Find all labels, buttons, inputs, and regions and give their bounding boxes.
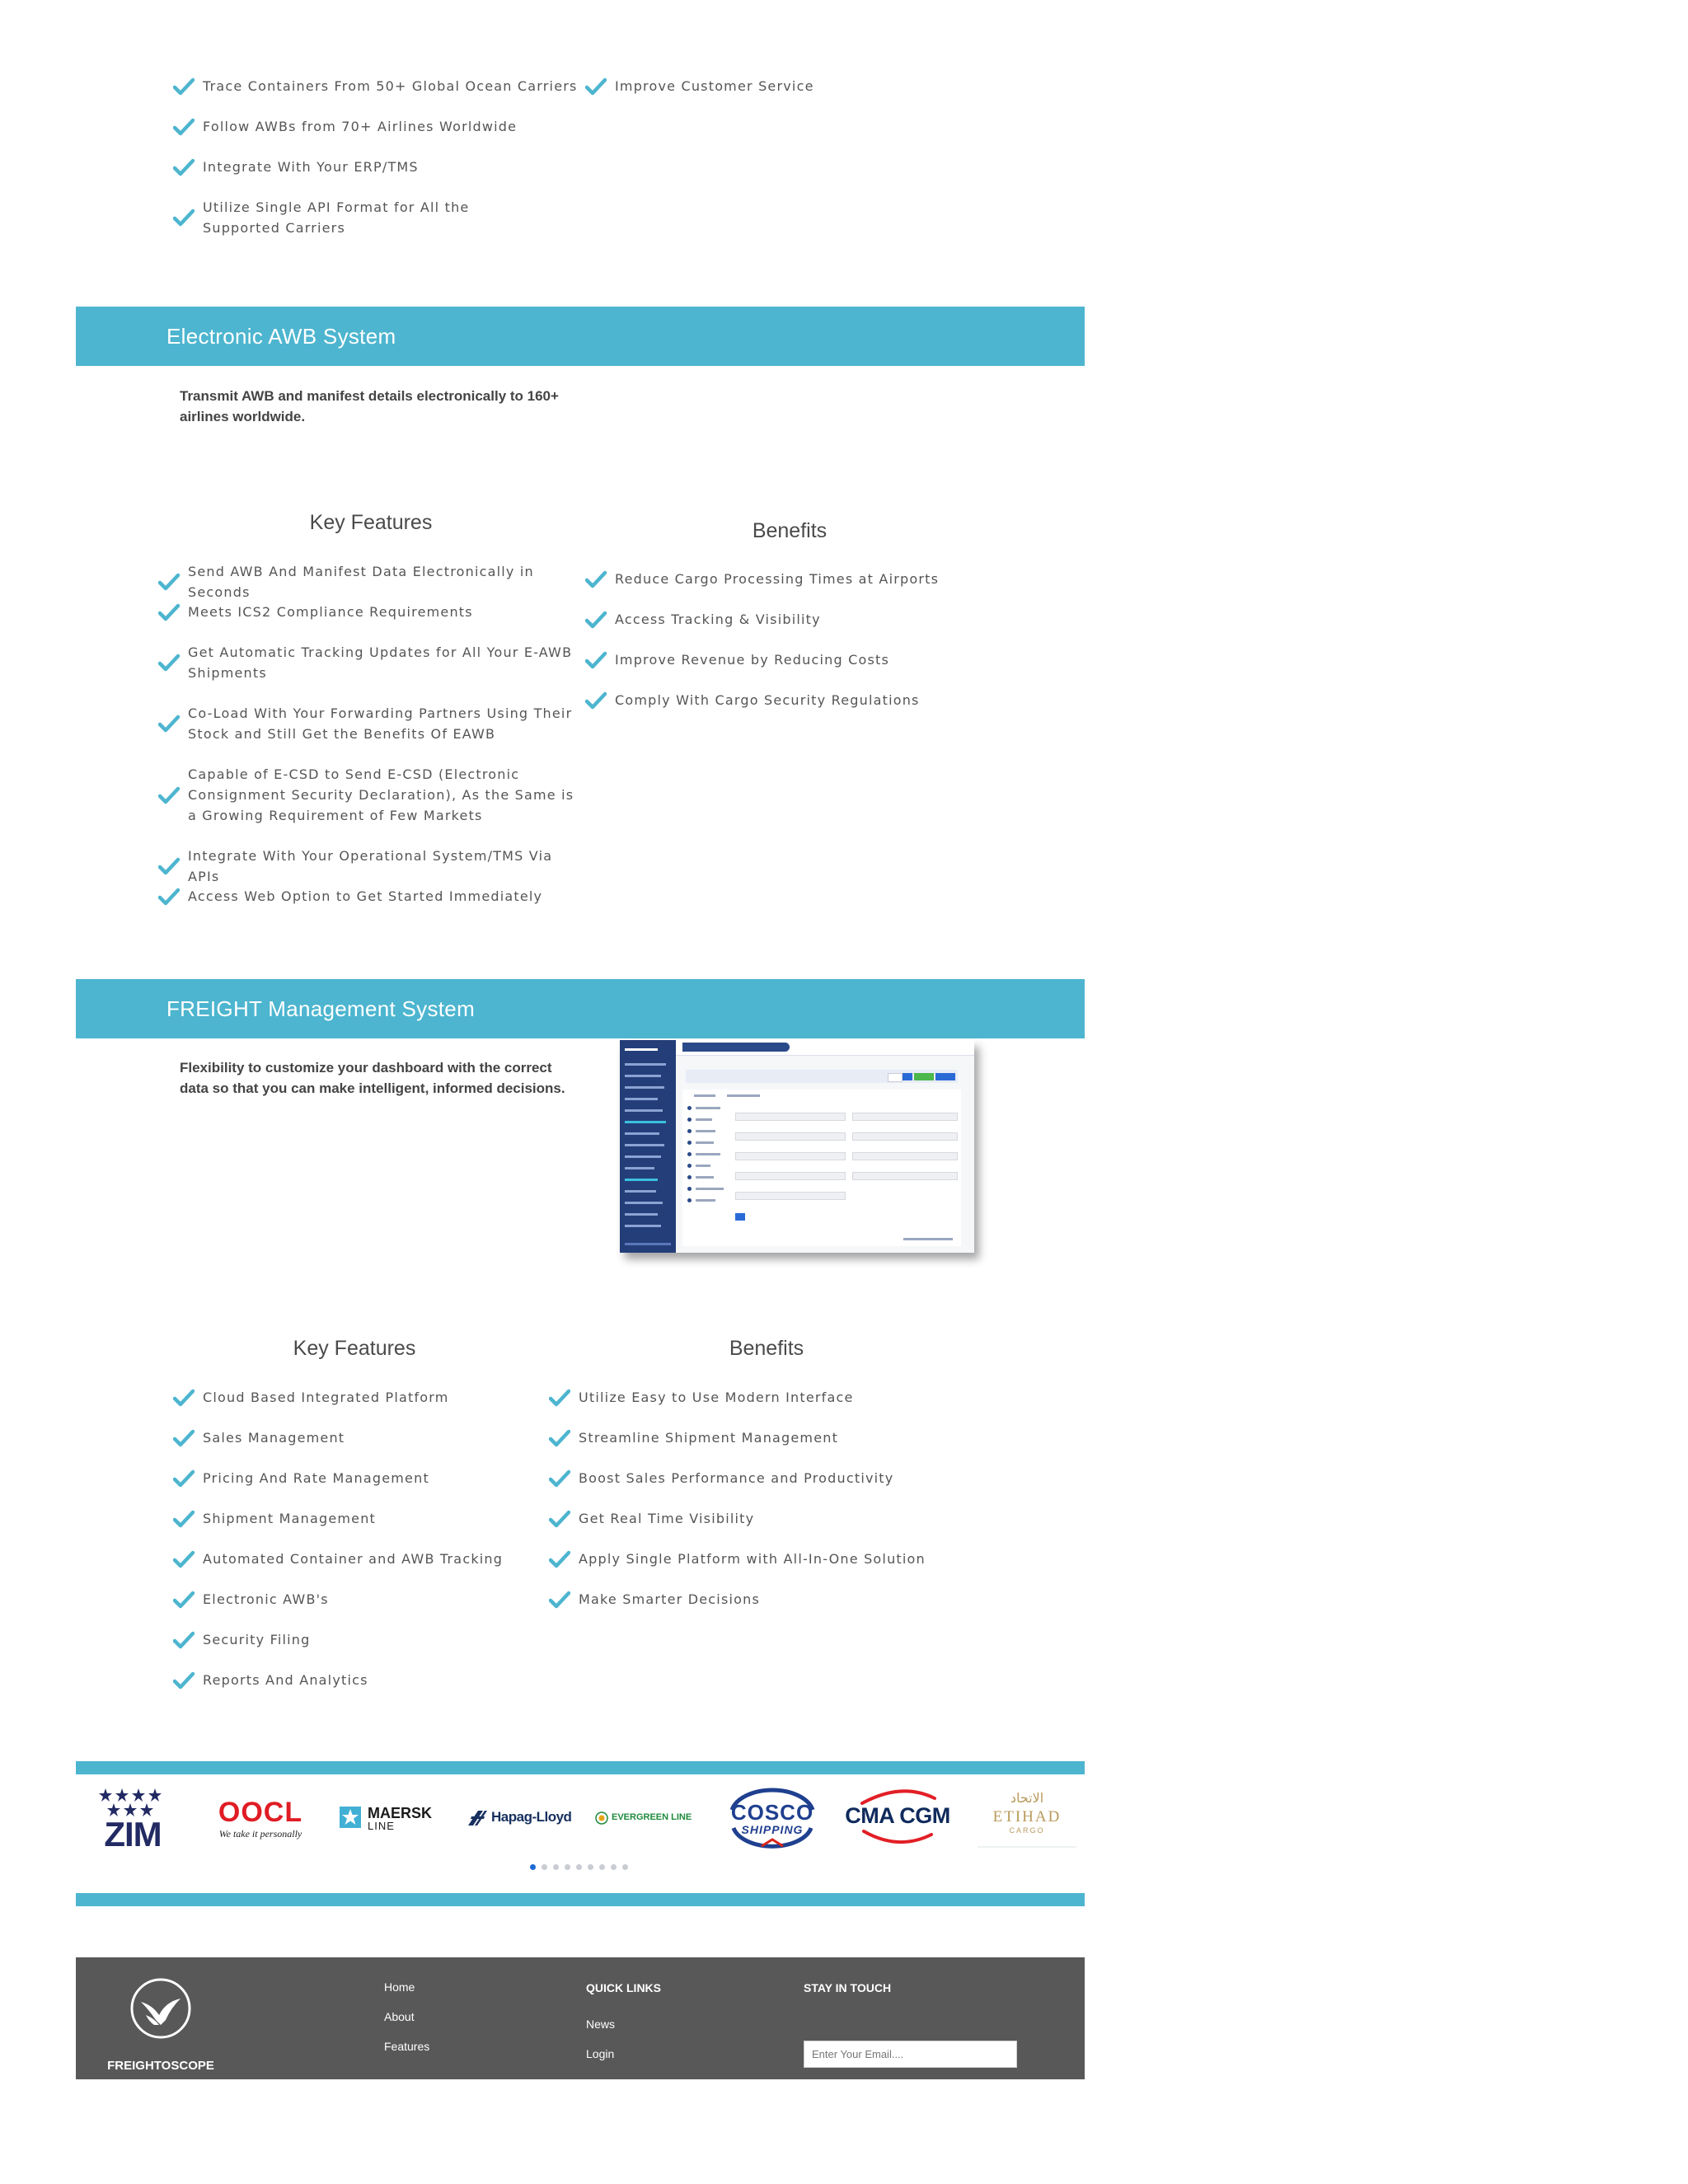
list-item — [549, 1387, 854, 1408]
check-icon — [585, 77, 607, 96]
etihad-cargo-logo[interactable] — [978, 1790, 1076, 1848]
list-item-text: Get Real Time Visibility — [579, 1511, 755, 1526]
oocl-tagline: We take it personally — [218, 1828, 302, 1840]
check-icon — [158, 603, 180, 621]
list-item-text: Get Automatic Tracking Updates for All Your E-AWB Shipments — [188, 644, 573, 681]
list-item-text: Shipment Management — [203, 1511, 377, 1526]
list-item-text: Access Tracking & Visibility — [615, 612, 821, 627]
maersk-line: LINE — [368, 1820, 395, 1832]
list-item — [173, 157, 419, 177]
carousel-pagination — [530, 1864, 628, 1870]
check-icon — [173, 118, 195, 136]
evergreen-logo[interactable] — [595, 1810, 697, 1826]
check-icon — [173, 1550, 195, 1568]
hapag-lloyd-emblem-icon — [467, 1809, 488, 1827]
carousel-dot[interactable] — [565, 1864, 570, 1870]
list-item — [173, 1468, 429, 1488]
cosco-shipping: SHIPPING — [741, 1823, 804, 1836]
list-item — [549, 1589, 760, 1610]
footer-brand: FREIGHTOSCOPE — [107, 2059, 214, 2073]
list-item-text: Utilize Easy to Use Modern Interface — [579, 1390, 854, 1405]
list-item-text: Improve Revenue by Reducing Costs — [615, 652, 890, 668]
check-icon — [585, 651, 607, 669]
carousel-dot[interactable] — [530, 1864, 536, 1870]
check-icon — [158, 715, 180, 733]
carousel-dot[interactable] — [611, 1864, 617, 1870]
etihad-arabic: الاتحاد — [1010, 1790, 1044, 1806]
etihad-cargo: CARGO — [1009, 1826, 1045, 1835]
list-item-text: Capable of E-CSD to Send E-CSD (Electronic Consignment Security Declaration), As the Same is a Growing Requirement of Few Markets — [188, 766, 574, 823]
list-item-text: Co-Load With Your Forwarding Partners Using Their Stock and Still Get the Benefits Of EAWB — [188, 705, 573, 742]
check-icon — [173, 1631, 195, 1649]
check-icon — [173, 1469, 195, 1488]
check-icon — [173, 77, 195, 96]
list-item — [158, 642, 575, 683]
list-item-text: Improve Customer Service — [615, 78, 814, 94]
maersk-logo[interactable] — [340, 1803, 442, 1833]
list-item — [173, 1670, 368, 1690]
awb-features-title: Key Features — [309, 511, 433, 534]
list-item-text: Sales Management — [203, 1430, 345, 1446]
check-icon — [173, 1429, 195, 1447]
awb-benefits-title: Benefits — [752, 519, 828, 542]
footer-link-home[interactable]: Home — [384, 1980, 415, 1994]
list-item-text: Trace Containers From 50+ Global Ocean Carriers — [203, 78, 578, 94]
screenshot-sidebar — [620, 1040, 676, 1253]
carousel-top-bar — [76, 1761, 1085, 1774]
list-item-text: Electronic AWB's — [203, 1591, 329, 1607]
list-item — [549, 1427, 838, 1448]
list-item-text: Integrate With Your ERP/TMS — [203, 159, 419, 175]
carousel-bottom-bar — [76, 1893, 1085, 1906]
check-icon — [173, 1591, 195, 1609]
list-item — [158, 703, 575, 744]
list-item-text: Access Web Option to Get Started Immediately — [188, 888, 543, 904]
list-item-text: Utilize Single API Format for All the Supported Carriers — [203, 199, 470, 236]
list-item — [585, 76, 814, 96]
list-item-text: Boost Sales Performance and Productivity — [579, 1470, 894, 1486]
carousel-dot[interactable] — [553, 1864, 559, 1870]
list-item — [173, 1387, 449, 1408]
check-icon — [549, 1429, 570, 1447]
awb-title: Electronic AWB System — [166, 324, 396, 349]
evergreen-emblem-icon — [595, 1811, 608, 1825]
check-icon — [549, 1550, 570, 1568]
awb-intro: Transmit AWB and manifest details electronically to 160+ airlines worldwide. — [180, 388, 559, 424]
check-icon — [585, 691, 607, 710]
list-item-text: Send AWB And Manifest Data Electronically in Seconds — [188, 564, 534, 600]
footer-link-login[interactable]: Login — [586, 2047, 615, 2060]
hapag-lloyd-wordmark: Hapag-Lloyd — [491, 1809, 572, 1825]
list-item-text: Reduce Cargo Processing Times at Airports — [615, 571, 940, 587]
check-icon — [173, 1510, 195, 1528]
list-item-text: Make Smarter Decisions — [579, 1591, 760, 1607]
list-item — [173, 1549, 503, 1569]
list-item-text: Follow AWBs from 70+ Airlines Worldwide — [203, 119, 518, 134]
maersk-wordmark: MAERSK — [368, 1805, 433, 1821]
check-icon — [173, 158, 195, 176]
carousel-dot[interactable] — [588, 1864, 593, 1870]
list-item — [158, 602, 584, 622]
stay-in-touch-heading: STAY IN TOUCH — [804, 1981, 892, 1994]
list-item-text: Meets ICS2 Compliance Requirements — [188, 604, 473, 620]
etihad-wordmark: ETIHAD — [992, 1808, 1062, 1825]
dashboard-screenshot — [620, 1040, 974, 1253]
list-item-text: Apply Single Platform with All-In-One Solution — [579, 1551, 926, 1567]
carousel-dot[interactable] — [542, 1864, 547, 1870]
check-icon — [173, 1389, 195, 1407]
list-item — [585, 569, 939, 589]
check-icon — [585, 611, 607, 629]
freight-title: FREIGHT Management System — [166, 996, 476, 1021]
zim-logo[interactable] — [97, 1787, 168, 1854]
list-item — [158, 886, 584, 907]
cosco-wordmark: COSCO — [730, 1800, 814, 1825]
list-item — [173, 116, 517, 137]
check-icon — [549, 1510, 570, 1528]
check-icon — [158, 573, 180, 591]
list-item-text: Comply With Cargo Security Regulations — [615, 692, 920, 708]
quick-links-heading: QUICK LINKS — [586, 1981, 661, 1994]
newsletter-email-input[interactable] — [804, 2041, 1017, 2068]
footer-link-about[interactable]: About — [384, 2010, 415, 2023]
freight-banner — [76, 979, 1085, 1038]
list-item — [158, 764, 575, 826]
oocl-wordmark: OOCL — [218, 1797, 303, 1828]
list-item — [549, 1549, 926, 1569]
check-icon — [158, 786, 180, 804]
oocl-logo[interactable] — [211, 1797, 310, 1843]
maersk-star-icon — [340, 1807, 361, 1828]
hapag-lloyd-logo[interactable] — [467, 1807, 574, 1830]
awb-banner — [76, 307, 1085, 366]
evergreen-wordmark: EVERGREEN LINE — [612, 1812, 692, 1822]
check-icon — [158, 857, 180, 875]
check-icon — [173, 1671, 195, 1690]
list-item — [173, 1629, 310, 1650]
check-icon — [549, 1389, 570, 1407]
check-icon — [158, 654, 180, 672]
freightoscope-logo-icon[interactable] — [129, 1977, 192, 2040]
list-item-text: Cloud Based Integrated Platform — [203, 1390, 449, 1405]
check-icon — [549, 1469, 570, 1488]
freight-features-title: Key Features — [293, 1337, 416, 1360]
list-item — [173, 197, 549, 238]
list-item-text: Automated Container and AWB Tracking — [203, 1551, 504, 1567]
list-item-text: Pricing And Rate Management — [203, 1470, 429, 1486]
zim-wordmark: ZIM — [104, 1815, 162, 1854]
footer-link-news[interactable]: News — [586, 2018, 616, 2031]
list-item — [549, 1508, 754, 1529]
carousel-dot[interactable] — [576, 1864, 582, 1870]
freight-intro: Flexibility to customize your dashboard with the correct data so that you can make intelligent, informed decisions. — [180, 1060, 565, 1096]
cma-cgm-wordmark: CMA CGM — [845, 1803, 950, 1828]
list-item — [173, 1508, 376, 1529]
list-item-text: Streamline Shipment Management — [579, 1430, 839, 1446]
check-icon — [158, 888, 180, 906]
check-icon — [549, 1591, 570, 1609]
list-item-text: Reports And Analytics — [203, 1672, 368, 1688]
list-item — [173, 76, 578, 96]
list-item-text: Integrate With Your Operational System/TMS Via APIs — [188, 848, 553, 884]
list-item — [585, 690, 920, 710]
check-icon — [585, 570, 607, 588]
list-item — [585, 609, 821, 630]
list-item — [549, 1468, 893, 1488]
cma-cgm-logo[interactable] — [844, 1783, 951, 1849]
list-item — [158, 561, 584, 602]
list-item — [173, 1427, 345, 1448]
carousel-dot[interactable] — [622, 1864, 628, 1870]
carousel-dot[interactable] — [599, 1864, 605, 1870]
check-icon — [173, 209, 195, 227]
list-item — [585, 649, 889, 670]
list-item-text: Security Filing — [203, 1632, 311, 1647]
cosco-logo[interactable] — [725, 1785, 819, 1849]
list-item — [173, 1589, 329, 1610]
footer-link-features[interactable]: Features — [384, 2040, 430, 2053]
list-item — [158, 846, 584, 887]
freight-benefits-title: Benefits — [729, 1337, 804, 1360]
